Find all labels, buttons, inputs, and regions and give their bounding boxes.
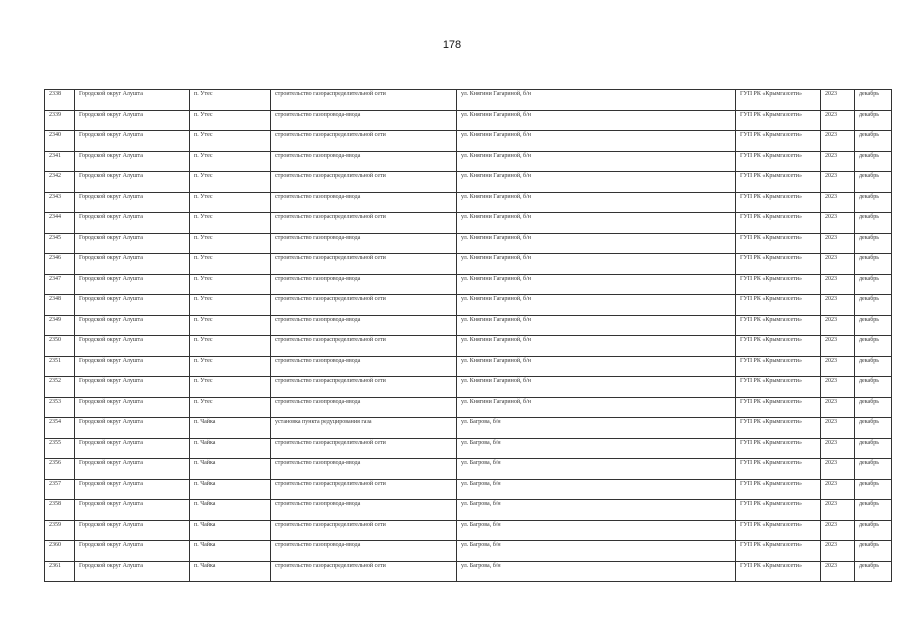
address-cell: ул. Княгини Гагариной, б/н [457, 90, 736, 111]
locality-cell: п. Утес [190, 192, 271, 213]
row-number-cell: 2345 [45, 233, 75, 254]
row-number-cell: 2359 [45, 520, 75, 541]
organization-cell: ГУП РК «Крымгазсети» [736, 459, 821, 480]
work-type-cell: строительство газораспределительной сети [271, 377, 457, 398]
municipality-cell: Городской округ Алушта [75, 213, 190, 234]
month-cell: декабрь [855, 356, 892, 377]
year-cell: 2023 [821, 110, 855, 131]
work-type-cell: строительство газораспределительной сети [271, 131, 457, 152]
table-row [45, 541, 892, 562]
locality-cell: п. Утес [190, 233, 271, 254]
work-type-cell: строительство газопровода-ввода [271, 233, 457, 254]
table-row [45, 418, 892, 439]
address-cell: ул. Багрова, б/н [457, 561, 736, 582]
table-row [45, 131, 892, 152]
table-row [45, 459, 892, 480]
month-cell: декабрь [855, 336, 892, 357]
municipality-cell: Городской округ Алушта [75, 397, 190, 418]
address-cell: ул. Княгини Гагариной, б/н [457, 315, 736, 336]
address-cell: ул. Багрова, б/н [457, 479, 736, 500]
table-row [45, 336, 892, 357]
table-row [45, 274, 892, 295]
work-type-cell: строительство газораспределительной сети [271, 90, 457, 111]
address-cell: ул. Княгини Гагариной, б/н [457, 295, 736, 316]
work-type-cell: строительство газораспределительной сети [271, 254, 457, 275]
locality-cell: п. Утес [190, 110, 271, 131]
locality-cell: п. Утес [190, 254, 271, 275]
year-cell: 2023 [821, 500, 855, 521]
organization-cell: ГУП РК «Крымгазсети» [736, 561, 821, 582]
month-cell: декабрь [855, 479, 892, 500]
locality-cell: п. Чайка [190, 541, 271, 562]
row-number-cell: 2346 [45, 254, 75, 275]
address-cell: ул. Княгини Гагариной, б/н [457, 151, 736, 172]
row-number-cell: 2343 [45, 192, 75, 213]
locality-cell: п. Утес [190, 336, 271, 357]
work-type-cell: строительство газопровода-ввода [271, 356, 457, 377]
year-cell: 2023 [821, 315, 855, 336]
organization-cell: ГУП РК «Крымгазсети» [736, 377, 821, 398]
organization-cell: ГУП РК «Крымгазсети» [736, 151, 821, 172]
row-number-cell: 2361 [45, 561, 75, 582]
municipality-cell: Городской округ Алушта [75, 356, 190, 377]
locality-cell: п. Утес [190, 213, 271, 234]
row-number-cell: 2348 [45, 295, 75, 316]
work-type-cell: установка пункта редуцирования газа [271, 418, 457, 439]
organization-cell: ГУП РК «Крымгазсети» [736, 90, 821, 111]
row-number-cell: 2340 [45, 131, 75, 152]
organization-cell: ГУП РК «Крымгазсети» [736, 520, 821, 541]
locality-cell: п. Утес [190, 151, 271, 172]
municipality-cell: Городской округ Алушта [75, 418, 190, 439]
locality-cell: п. Утес [190, 131, 271, 152]
year-cell: 2023 [821, 479, 855, 500]
register-table-body [45, 90, 892, 582]
table-row [45, 377, 892, 398]
month-cell: декабрь [855, 213, 892, 234]
month-cell: декабрь [855, 295, 892, 316]
work-type-cell: строительство газопровода-ввода [271, 110, 457, 131]
month-cell: декабрь [855, 377, 892, 398]
year-cell: 2023 [821, 397, 855, 418]
organization-cell: ГУП РК «Крымгазсети» [736, 418, 821, 439]
year-cell: 2023 [821, 520, 855, 541]
work-type-cell: строительство газораспределительной сети [271, 438, 457, 459]
work-type-cell: строительство газопровода-ввода [271, 500, 457, 521]
year-cell: 2023 [821, 233, 855, 254]
address-cell: ул. Княгини Гагариной, б/н [457, 213, 736, 234]
address-cell: ул. Багрова, б/н [457, 438, 736, 459]
year-cell: 2023 [821, 254, 855, 275]
municipality-cell: Городской округ Алушта [75, 479, 190, 500]
municipality-cell: Городской округ Алушта [75, 151, 190, 172]
row-number-cell: 2352 [45, 377, 75, 398]
year-cell: 2023 [821, 459, 855, 480]
row-number-cell: 2354 [45, 418, 75, 439]
year-cell: 2023 [821, 213, 855, 234]
municipality-cell: Городской округ Алушта [75, 131, 190, 152]
organization-cell: ГУП РК «Крымгазсети» [736, 254, 821, 275]
month-cell: декабрь [855, 397, 892, 418]
row-number-cell: 2353 [45, 397, 75, 418]
municipality-cell: Городской округ Алушта [75, 336, 190, 357]
row-number-cell: 2341 [45, 151, 75, 172]
address-cell: ул. Княгини Гагариной, б/н [457, 233, 736, 254]
address-cell: ул. Княгини Гагариной, б/н [457, 336, 736, 357]
year-cell: 2023 [821, 192, 855, 213]
year-cell: 2023 [821, 356, 855, 377]
month-cell: декабрь [855, 274, 892, 295]
address-cell: ул. Княгини Гагариной, б/н [457, 192, 736, 213]
municipality-cell: Городской округ Алушта [75, 233, 190, 254]
table-row [45, 520, 892, 541]
municipality-cell: Городской округ Алушта [75, 192, 190, 213]
address-cell: ул. Княгини Гагариной, б/н [457, 131, 736, 152]
work-type-cell: строительство газораспределительной сети [271, 172, 457, 193]
table-row [45, 295, 892, 316]
address-cell: ул. Багрова, б/н [457, 418, 736, 439]
work-type-cell: строительство газораспределительной сети [271, 561, 457, 582]
address-cell: ул. Багрова, б/н [457, 459, 736, 480]
locality-cell: п. Утес [190, 172, 271, 193]
table-row [45, 110, 892, 131]
locality-cell: п. Чайка [190, 520, 271, 541]
municipality-cell: Городской округ Алушта [75, 274, 190, 295]
month-cell: декабрь [855, 151, 892, 172]
address-cell: ул. Багрова, б/н [457, 541, 736, 562]
municipality-cell: Городской округ Алушта [75, 500, 190, 521]
row-number-cell: 2355 [45, 438, 75, 459]
locality-cell: п. Чайка [190, 438, 271, 459]
year-cell: 2023 [821, 131, 855, 152]
row-number-cell: 2342 [45, 172, 75, 193]
address-cell: ул. Княгини Гагариной, б/н [457, 110, 736, 131]
municipality-cell: Городской округ Алушта [75, 110, 190, 131]
work-type-cell: строительство газопровода-ввода [271, 459, 457, 480]
row-number-cell: 2349 [45, 315, 75, 336]
municipality-cell: Городской округ Алушта [75, 172, 190, 193]
locality-cell: п. Чайка [190, 479, 271, 500]
month-cell: декабрь [855, 315, 892, 336]
work-type-cell: строительство газопровода-ввода [271, 397, 457, 418]
locality-cell: п. Утес [190, 397, 271, 418]
municipality-cell: Городской округ Алушта [75, 541, 190, 562]
month-cell: декабрь [855, 561, 892, 582]
month-cell: декабрь [855, 90, 892, 111]
month-cell: декабрь [855, 254, 892, 275]
work-type-cell: строительство газопровода-ввода [271, 315, 457, 336]
address-cell: ул. Княгини Гагариной, б/н [457, 397, 736, 418]
row-number-cell: 2344 [45, 213, 75, 234]
locality-cell: п. Утес [190, 295, 271, 316]
month-cell: декабрь [855, 131, 892, 152]
work-type-cell: строительство газораспределительной сети [271, 213, 457, 234]
municipality-cell: Городской округ Алушта [75, 295, 190, 316]
address-cell: ул. Княгини Гагариной, б/н [457, 172, 736, 193]
address-cell: ул. Багрова, б/н [457, 520, 736, 541]
municipality-cell: Городской округ Алушта [75, 315, 190, 336]
organization-cell: ГУП РК «Крымгазсети» [736, 213, 821, 234]
table-row [45, 397, 892, 418]
month-cell: декабрь [855, 459, 892, 480]
year-cell: 2023 [821, 377, 855, 398]
table-row [45, 213, 892, 234]
table-row [45, 561, 892, 582]
row-number-cell: 2339 [45, 110, 75, 131]
year-cell: 2023 [821, 336, 855, 357]
table-row [45, 233, 892, 254]
municipality-cell: Городской округ Алушта [75, 377, 190, 398]
row-number-cell: 2358 [45, 500, 75, 521]
year-cell: 2023 [821, 172, 855, 193]
organization-cell: ГУП РК «Крымгазсети» [736, 541, 821, 562]
table-row [45, 479, 892, 500]
row-number-cell: 2357 [45, 479, 75, 500]
month-cell: декабрь [855, 541, 892, 562]
work-type-cell: строительство газораспределительной сети [271, 479, 457, 500]
organization-cell: ГУП РК «Крымгазсети» [736, 356, 821, 377]
locality-cell: п. Утес [190, 356, 271, 377]
locality-cell: п. Утес [190, 90, 271, 111]
year-cell: 2023 [821, 151, 855, 172]
organization-cell: ГУП РК «Крымгазсети» [736, 479, 821, 500]
organization-cell: ГУП РК «Крымгазсети» [736, 172, 821, 193]
table-row [45, 172, 892, 193]
organization-cell: ГУП РК «Крымгазсети» [736, 315, 821, 336]
address-cell: ул. Княгини Гагариной, б/н [457, 254, 736, 275]
table-row [45, 356, 892, 377]
address-cell: ул. Княгини Гагариной, б/н [457, 356, 736, 377]
organization-cell: ГУП РК «Крымгазсети» [736, 192, 821, 213]
organization-cell: ГУП РК «Крымгазсети» [736, 110, 821, 131]
register-table [44, 89, 892, 582]
table-row [45, 315, 892, 336]
month-cell: декабрь [855, 110, 892, 131]
month-cell: декабрь [855, 192, 892, 213]
table-row [45, 90, 892, 111]
locality-cell: п. Утес [190, 274, 271, 295]
locality-cell: п. Чайка [190, 418, 271, 439]
locality-cell: п. Чайка [190, 500, 271, 521]
month-cell: декабрь [855, 418, 892, 439]
row-number-cell: 2356 [45, 459, 75, 480]
row-number-cell: 2350 [45, 336, 75, 357]
locality-cell: п. Чайка [190, 459, 271, 480]
year-cell: 2023 [821, 541, 855, 562]
municipality-cell: Городской округ Алушта [75, 459, 190, 480]
table-row [45, 254, 892, 275]
month-cell: декабрь [855, 500, 892, 521]
address-cell: ул. Багрова, б/н [457, 500, 736, 521]
row-number-cell: 2338 [45, 90, 75, 111]
row-number-cell: 2360 [45, 541, 75, 562]
organization-cell: ГУП РК «Крымгазсети» [736, 131, 821, 152]
month-cell: декабрь [855, 233, 892, 254]
year-cell: 2023 [821, 90, 855, 111]
address-cell: ул. Княгини Гагариной, б/н [457, 274, 736, 295]
work-type-cell: строительство газораспределительной сети [271, 295, 457, 316]
year-cell: 2023 [821, 438, 855, 459]
work-type-cell: строительство газопровода-ввода [271, 541, 457, 562]
page-number: 178 [442, 39, 462, 51]
address-cell: ул. Княгини Гагариной, б/н [457, 377, 736, 398]
municipality-cell: Городской округ Алушта [75, 254, 190, 275]
year-cell: 2023 [821, 418, 855, 439]
work-type-cell: строительство газораспределительной сети [271, 336, 457, 357]
organization-cell: ГУП РК «Крымгазсети» [736, 233, 821, 254]
month-cell: декабрь [855, 520, 892, 541]
year-cell: 2023 [821, 274, 855, 295]
month-cell: декабрь [855, 172, 892, 193]
organization-cell: ГУП РК «Крымгазсети» [736, 336, 821, 357]
organization-cell: ГУП РК «Крымгазсети» [736, 295, 821, 316]
municipality-cell: Городской округ Алушта [75, 561, 190, 582]
locality-cell: п. Утес [190, 377, 271, 398]
table-row [45, 192, 892, 213]
year-cell: 2023 [821, 561, 855, 582]
row-number-cell: 2351 [45, 356, 75, 377]
municipality-cell: Городской округ Алушта [75, 438, 190, 459]
locality-cell: п. Чайка [190, 561, 271, 582]
row-number-cell: 2347 [45, 274, 75, 295]
municipality-cell: Городской округ Алушта [75, 520, 190, 541]
work-type-cell: строительство газопровода-ввода [271, 151, 457, 172]
organization-cell: ГУП РК «Крымгазсети» [736, 397, 821, 418]
year-cell: 2023 [821, 295, 855, 316]
locality-cell: п. Утес [190, 315, 271, 336]
work-type-cell: строительство газопровода-ввода [271, 192, 457, 213]
table-row [45, 151, 892, 172]
organization-cell: ГУП РК «Крымгазсети» [736, 274, 821, 295]
work-type-cell: строительство газопровода-ввода [271, 274, 457, 295]
table-row [45, 438, 892, 459]
organization-cell: ГУП РК «Крымгазсети» [736, 500, 821, 521]
table-row [45, 500, 892, 521]
month-cell: декабрь [855, 438, 892, 459]
work-type-cell: строительство газораспределительной сети [271, 520, 457, 541]
organization-cell: ГУП РК «Крымгазсети» [736, 438, 821, 459]
municipality-cell: Городской округ Алушта [75, 90, 190, 111]
